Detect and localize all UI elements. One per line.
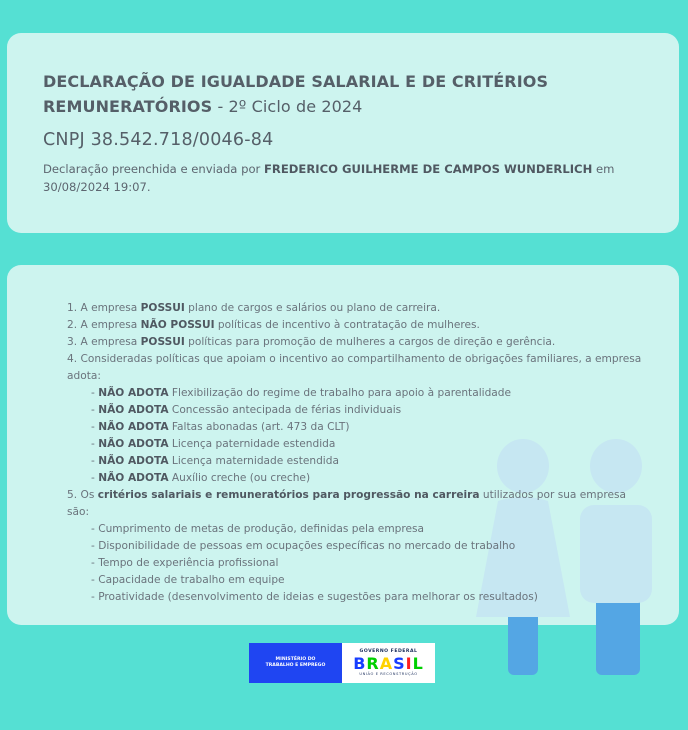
item-4: 4. Consideradas políticas que apoiam o incentivo ao compartilhamento de obrigações familiares, a empresa adota:	[67, 353, 642, 382]
dash: -	[91, 404, 99, 416]
item-2-status: NÃO POSSUI	[140, 319, 215, 331]
item-2	[67, 317, 649, 334]
item-1-status: POSSUI	[140, 302, 185, 314]
item-1-pre: 1. A empresa	[67, 302, 141, 314]
policy-status: NÃO ADOTA	[98, 472, 169, 484]
criterion-item: - Capacidade de trabalho em equipe	[91, 574, 285, 586]
brasil-letter: R	[366, 654, 380, 673]
sent-suffix: em 30/08/2024 19:07.	[43, 162, 615, 194]
item-5-bold: critérios salariais e remuneratórios para progressão na carreira	[97, 489, 480, 501]
item-3-post: políticas para promoção de mulheres a cargos de direção e gerência.	[184, 336, 556, 348]
mte-logo: MINISTÉRIO DO TRABALHO E EMPREGO	[249, 643, 342, 683]
dash: -	[91, 455, 99, 467]
cnpj: CNPJ 38.542.718/0046-84	[43, 130, 274, 150]
item-2-pre: 2. A empresa	[67, 319, 141, 331]
policy-item	[67, 470, 649, 487]
title-sep: -	[212, 97, 229, 116]
item-5	[67, 487, 649, 521]
policy-text: Faltas abonadas (art. 473 da CLT)	[168, 421, 350, 433]
dash: -	[91, 438, 99, 450]
policy-item	[67, 402, 649, 419]
policy-item	[67, 436, 649, 453]
item-3	[67, 334, 649, 351]
policy-status: NÃO ADOTA	[98, 455, 169, 467]
declaration-title	[43, 69, 643, 119]
policy-text: Flexibilização do regime de trabalho para apoio à parentalidade	[168, 387, 512, 399]
brasil-letter: L	[412, 654, 424, 673]
gov-label: GOVERNO FEDERAL	[359, 649, 418, 654]
gov-motto: UNIÃO E RECONSTRUÇÃO	[359, 672, 418, 676]
criterion-item: - Proatividade (desenvolvimento de ideias e sugestões para melhorar os resultados)	[91, 591, 538, 603]
brasil-letter: I	[405, 654, 413, 673]
declaration-list	[67, 300, 649, 606]
policy-item	[67, 385, 649, 402]
policy-status: NÃO ADOTA	[98, 404, 169, 416]
item-1-post: plano de cargos e salários ou plano de carreira.	[184, 302, 441, 314]
policy-text: Auxílio creche (ou creche)	[168, 472, 311, 484]
policy-text: Concessão antecipada de férias individuais	[168, 404, 402, 416]
title-bold: DECLARAÇÃO DE IGUALDADE SALARIAL E DE CRITÉRIOS REMUNERATÓRIOS	[43, 72, 549, 116]
brasil-letter: A	[379, 654, 394, 673]
item-1	[67, 300, 649, 317]
sent-prefix: Declaração preenchida e enviada por	[43, 162, 265, 176]
item-3-status: POSSUI	[140, 336, 185, 348]
brasil-letter: B	[353, 654, 367, 673]
dash: -	[91, 387, 99, 399]
policy-status: NÃO ADOTA	[98, 387, 169, 399]
dash: -	[91, 421, 99, 433]
policy-status: NÃO ADOTA	[98, 438, 169, 450]
item-5-post: utilizados por sua empresa são:	[67, 489, 627, 518]
sent-info	[43, 160, 643, 196]
declaration-items-card	[7, 265, 679, 625]
brasil-letter: S	[393, 654, 406, 673]
item-5-pre: 5. Os	[67, 489, 98, 501]
policy-status: NÃO ADOTA	[98, 421, 169, 433]
item-2-post: políticas de incentivo à contratação de mulheres.	[214, 319, 480, 331]
footer-logos	[249, 643, 435, 683]
dash: -	[91, 472, 99, 484]
item-3-pre: 3. A empresa	[67, 336, 141, 348]
policy-text: Licença paternidade estendida	[168, 438, 336, 450]
brasil-wordmark	[353, 655, 424, 672]
sender-name: FREDERICO GUILHERME DE CAMPOS WUNDERLICH	[264, 162, 593, 176]
declaration-header-card	[7, 33, 679, 233]
policy-item	[67, 419, 649, 436]
gov-logo	[342, 643, 435, 683]
policy-text: Licença maternidade estendida	[168, 455, 339, 467]
criterion-item: - Tempo de experiência profissional	[91, 557, 279, 569]
criterion-item: - Disponibilidade de pessoas em ocupações específicas no mercado de trabalho	[91, 540, 516, 552]
criterion-item: - Cumprimento de metas de produção, definidas pela empresa	[91, 523, 425, 535]
policy-item	[67, 453, 649, 470]
title-cycle: 2º Ciclo de 2024	[228, 97, 363, 116]
